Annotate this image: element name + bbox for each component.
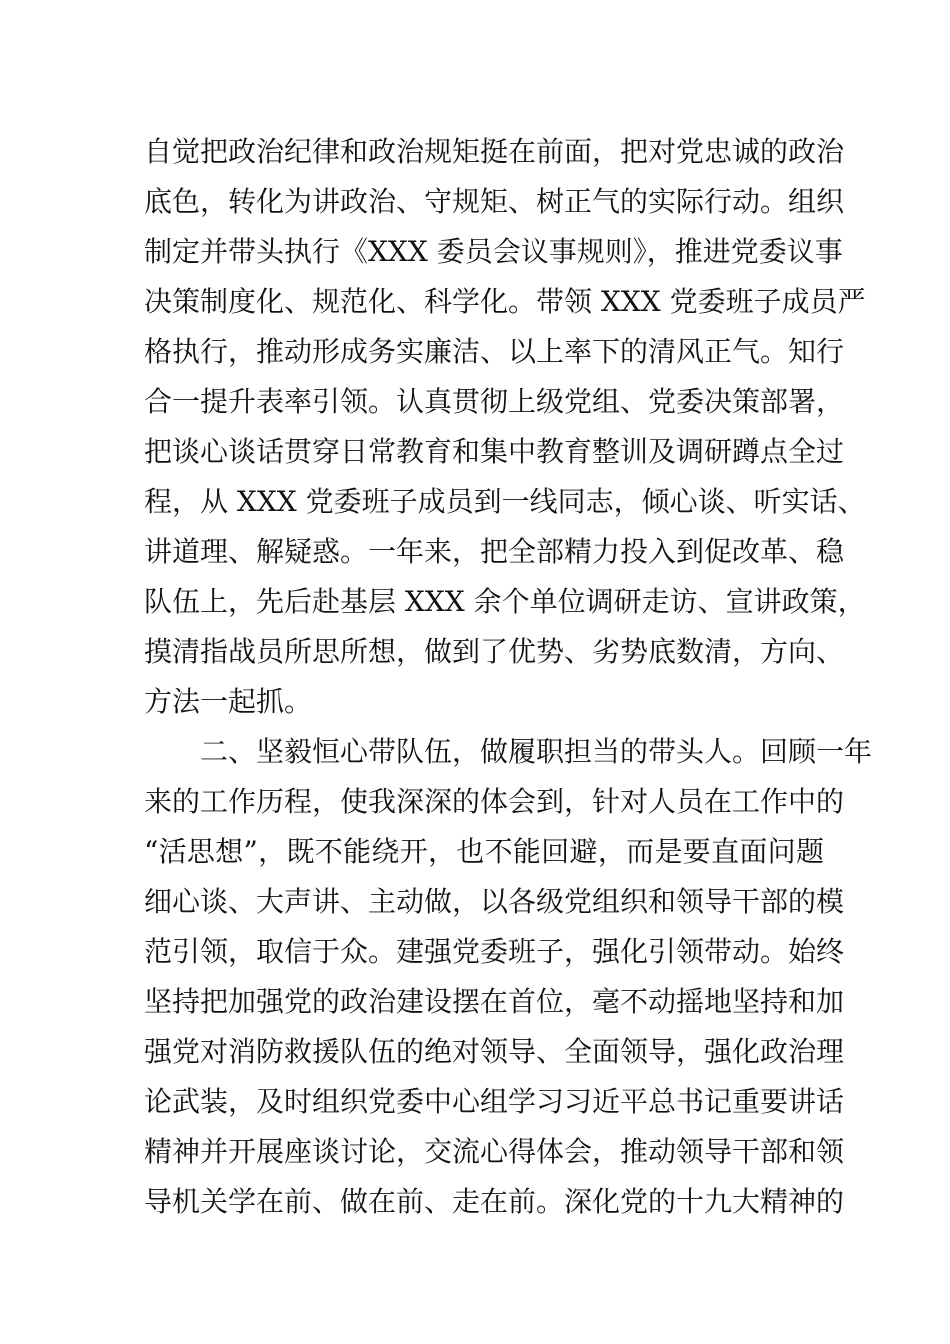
text-line: 格执行，推动形成务实廉洁、以上率下的清风正气。知行 (144, 335, 845, 368)
text-line: 摸清指战员所思所想，做到了优势、劣势底数清，方向、 (144, 635, 845, 668)
body-text (144, 127, 873, 1227)
text-line: 队伍上，先后赴基层 XXX 余个单位调研走访、宣讲政策， (144, 585, 866, 618)
text-line: 合一提升表率引领。认真贯彻上级党组、党委决策部署， (144, 385, 845, 418)
text-line: 制定并带头执行《XXX 委员会议事规则》，推进党委议事 (144, 235, 843, 268)
text-line: 讲道理、解疑惑。一年来，把全部精力投入到促改革、稳 (144, 535, 845, 568)
text-line: 精神并开展座谈讨论，交流心得体会，推动领导干部和领 (144, 1135, 845, 1168)
text-line: “活思想”，既不能绕开，也不能回避，而是要直面问题 (144, 835, 824, 868)
text-line: 把谈心谈话贯穿日常教育和集中教育整训及调研蹲点全过 (144, 435, 845, 468)
text-line: 坚持把加强党的政治建设摆在首位，毫不动摇地坚持和加 (144, 985, 845, 1018)
text-line: 方法一起抓。 (144, 685, 313, 718)
text-line: 自觉把政治纪律和政治规矩挺在前面，把对党忠诚的政治 (144, 135, 845, 168)
text-line: 二、坚毅恒心带队伍，做履职担当的带头人。回顾一年 (144, 735, 873, 768)
text-line: 底色，转化为讲政治、守规矩、树正气的实际行动。组织 (144, 185, 845, 218)
text-line: 导机关学在前、做在前、走在前。深化党的十九大精神的 (144, 1185, 845, 1218)
text-line: 决策制度化、规范化、科学化。带领 XXX 党委班子成员严 (144, 285, 866, 318)
text-line: 来的工作历程，使我深深的体会到，针对人员在工作中的 (144, 785, 845, 818)
text-line: 论武装，及时组织党委中心组学习习近平总书记重要讲话 (144, 1085, 845, 1118)
text-line: 范引领，取信于众。建强党委班子，强化引领带动。始终 (144, 935, 845, 968)
text-line: 强党对消防救援队伍的绝对领导、全面领导，强化政治理 (144, 1035, 845, 1068)
text-line: 程，从 XXX 党委班子成员到一线同志，倾心谈、听实话、 (144, 485, 866, 518)
text-line: 细心谈、大声讲、主动做，以各级党组织和领导干部的模 (144, 885, 845, 918)
